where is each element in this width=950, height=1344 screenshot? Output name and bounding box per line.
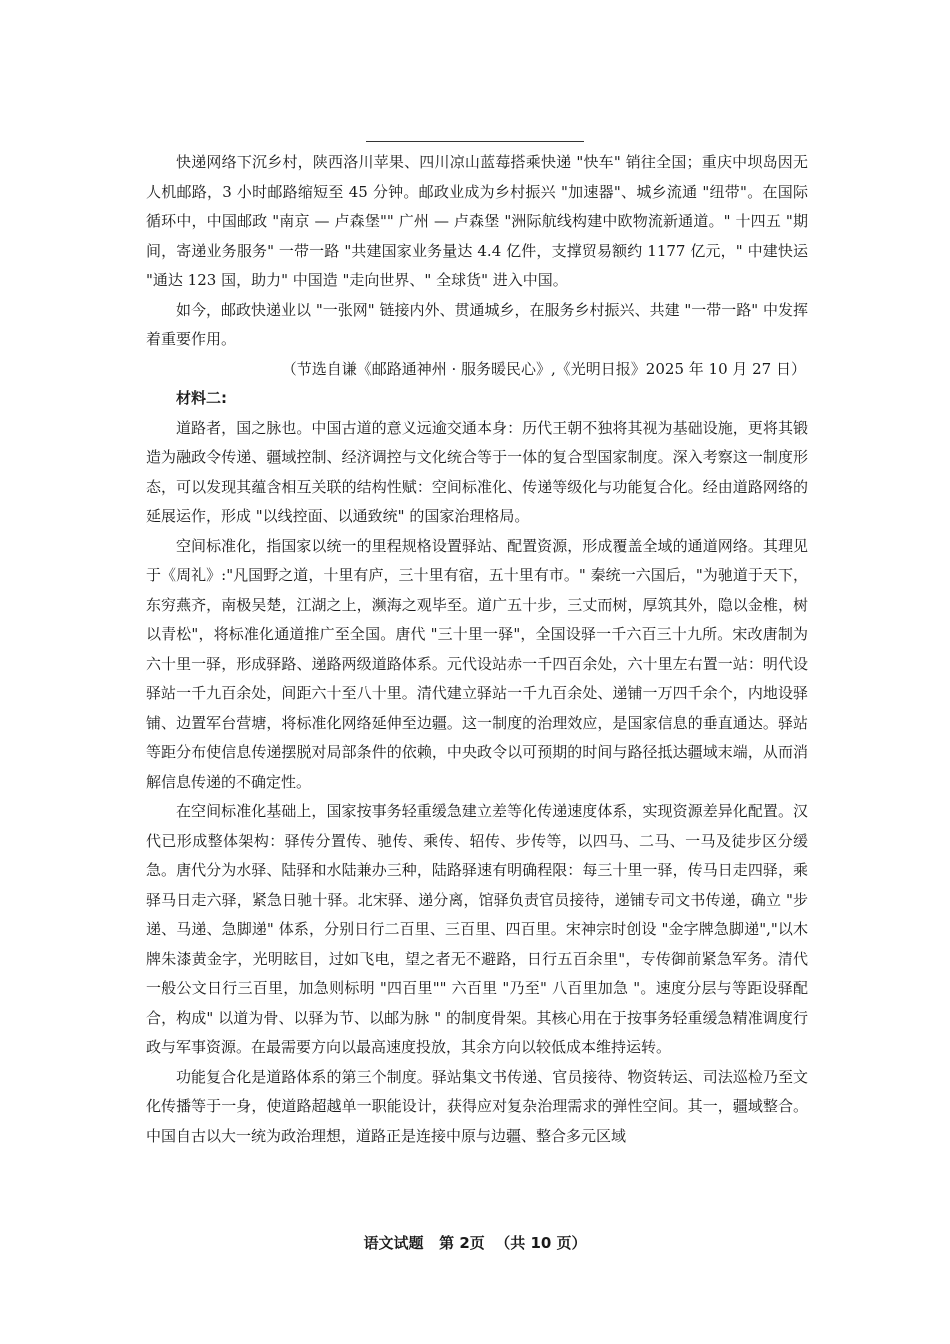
material-heading: 材料二: <box>176 389 227 407</box>
paragraph: 道路者，国之脉也。中国古道的意义远逾交通本身：历代王朝不独将其视为基础设施，更将其锻造为融政令传递、疆域控制、经济调控与文化统合等于一体的复合型国家制度。深入考察这一制度形态，可以发现其蕴含相互关联的结构性赋：空间标准化、传递等级化与功能复合化。经由道路网络的延展运作，形成 "以线控面、以通致统" 的国家治理格局。 <box>146 418 808 525</box>
top-rule <box>366 141 584 142</box>
paragraph: 功能复合化是道路体系的第三个制度。驿站集文书传递、官员接待、物资转运、司法巡检乃至文化传播等于一身，使道路超越单一职能设计，获得应对复杂治理需求的弹性空间。其一，疆域整合。中国自古以大一统为政治理想，道路正是连接中原与边疆、整合多元区域 <box>146 1067 808 1145</box>
page-footer: 语文试题 第 2页 （共 10 页） <box>363 1234 587 1252</box>
paragraph: 如今，邮政快递业以 "一张网" 链接内外、贯通城乡，在服务乡村振兴、共建 "一带一路" 中发挥着重要作用。 <box>146 300 808 348</box>
paragraph: 空间标准化，指国家以统一的里程规格设置驿站、配置资源，形成覆盖全域的通道网络。其理见于《周礼》:"凡国野之道，十里有庐，三十里有宿，五十里有市。" 秦统一六国后，"为驰道于天下，东穷燕齐，南极吴楚，江湖之上，濒海之观毕至。道广五十步，三丈而树，厚筑其外，隐以金椎，树以青松"，将标准化通道推广至全国。唐代 "三十里一驿"，全国设驿一千六百三十九所。宋改唐制为六十里一驿，形成驿路、递路两级道路体系。元代设站赤一千四百余处，六十里左右置一站：明代设驿站一千九百余处，间距六十至八十里。清代建立驿站一千九百余处、递铺一万四千余个，内地设驿铺、边置军台营塘，将标准化网络延伸至边疆。这一制度的治理效应，是国家信息的垂直通达。驿站等距分布使信息传递摆脱对局部条件的依赖，中央政令以可预期的时间与路径抵达疆域末端，从而消解信息传递的不确定性。 <box>146 536 808 791</box>
source-note: （节选自谦《邮路通神州 · 服务暖民心》,《光明日报》2025 年 10 月 27 日） <box>281 359 806 378</box>
paragraph: 在空间标准化基础上，国家按事务轻重缓急建立差等化传递速度体系，实现资源差异化配置。汉代已形成整体架构：驿传分置传、驰传、乘传、轺传、步传等，以四马、二马、一马及徒步区分缓急。唐代分为水驿、陆驿和水陆兼办三种，陆路驿速有明确程限：每三十里一驿，传马日走四驿，乘驿马日走六驿，紧急日驰十驿。北宋驿、递分离，馆驿负责官员接待，递铺专司文书传递，确立 "步递、马递、急脚递" 体系，分别日行二百里、三百里、四百里。宋神宗时创设 "金字牌急脚递","以木牌朱漆黄金字，光明眩目，过如飞电，望之者无不避路，日行五百余里"，专传御前紧急军务。清代一般公文日行三百里，加急则标明 "四百里"" 六百里 "乃至" 八百里加急 "。速度分层与等距设驿配合，构成" 以道为骨、以驿为节、以邮为脉 " 的制度骨架。其核心用在于按事务轻重缓急精准调度行政与军事资源。在最需要方向以最高速度投放，其余方向以较低成本维持运转。 <box>146 802 808 1056</box>
document-body <box>146 148 808 1151</box>
paragraph: 快递网络下沉乡村，陕西洛川苹果、四川凉山蓝莓搭乘快递 "快车" 销往全国；重庆中坝岛因无人机邮路，3 小时邮路缩短至 45 分钟。邮政业成为乡村振兴 "加速器"、城乡流通 "纽带"。在国际循环中，中国邮政 "南京 — 卢森堡"" 广州 — 卢森堡 "洲际航线构建中欧物流新通道。" 十四五 "期间，寄递业务服务" 一带一路 "共建国家业务量达 4.4 亿件，支撑贸易额约 1177 亿元，" 中建快运 "通达 123 国，助力" 中国造 "走向世界、" 全球货" 进入中国。 <box>146 153 808 289</box>
